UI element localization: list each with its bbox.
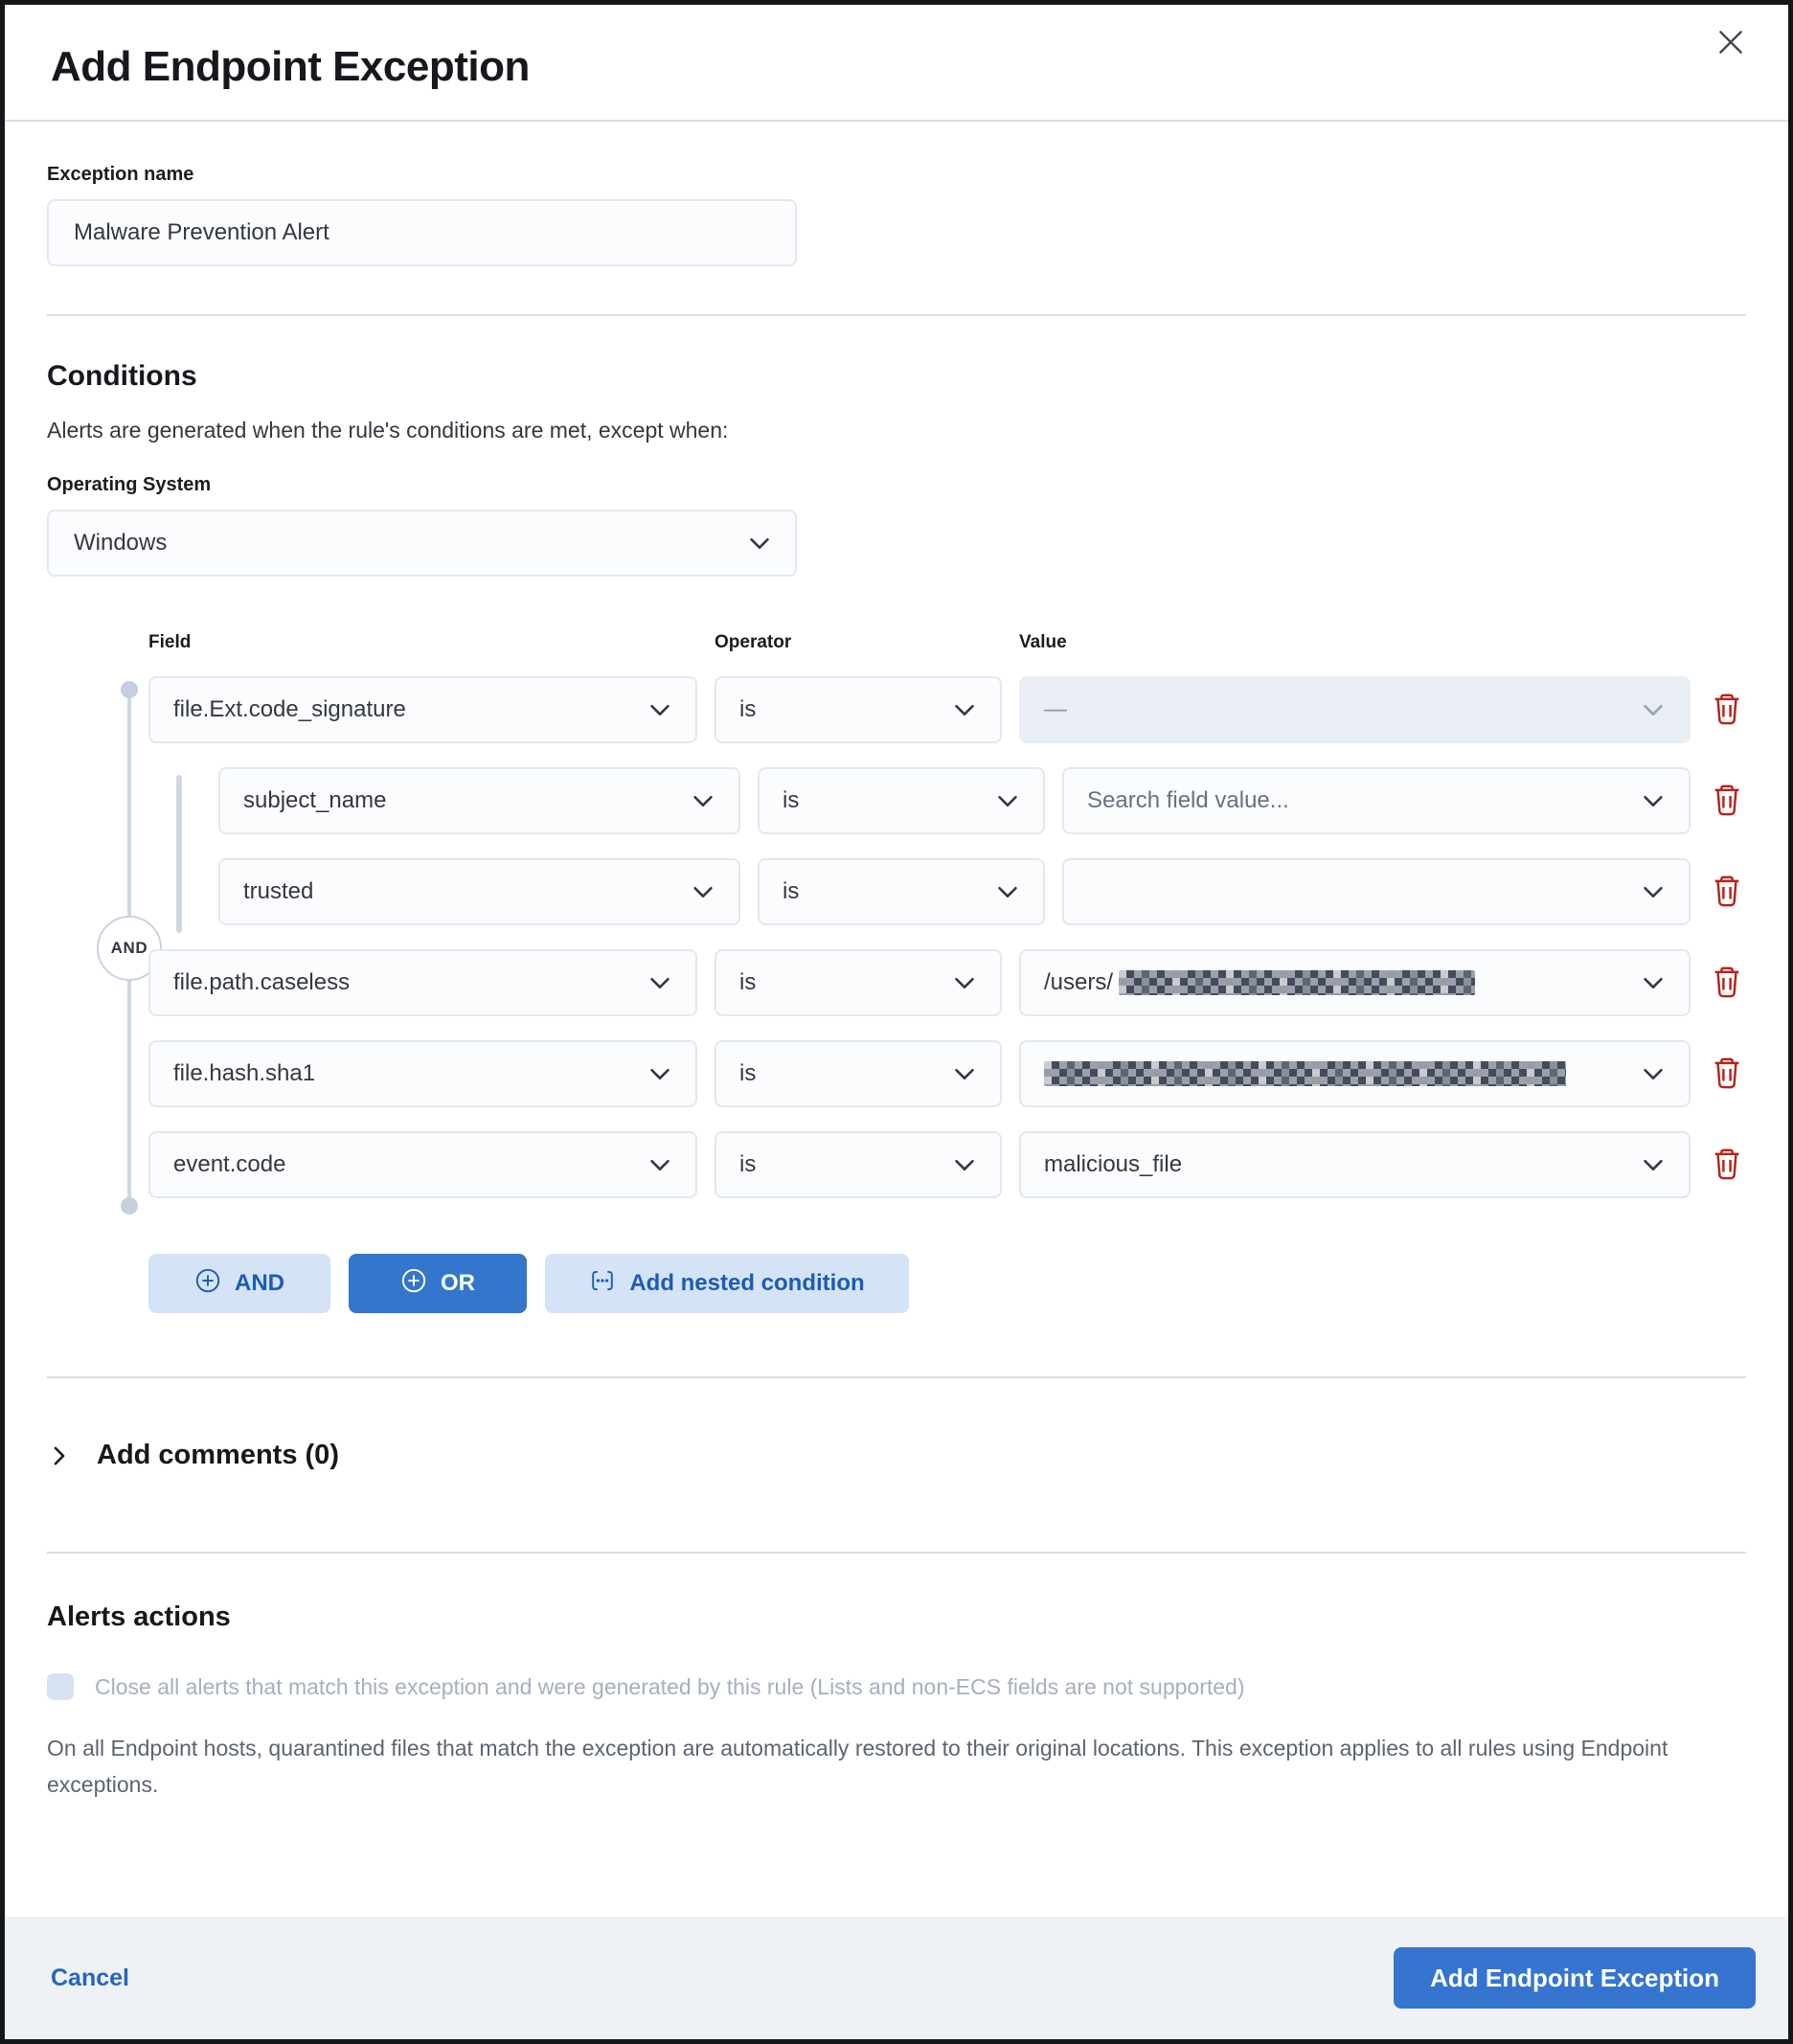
delete-condition-button[interactable] bbox=[1708, 1040, 1746, 1107]
os-label: Operating System bbox=[47, 474, 212, 495]
operator-select[interactable] bbox=[715, 949, 1002, 1016]
modal-footer bbox=[5, 1917, 1788, 2039]
value-select[interactable] bbox=[1062, 767, 1691, 834]
os-select-value: Windows bbox=[74, 530, 168, 556]
chevron-down-icon bbox=[646, 968, 674, 997]
operator-select-value: is bbox=[739, 969, 757, 995]
chevron-down-icon bbox=[950, 968, 979, 997]
os-select[interactable] bbox=[47, 510, 797, 577]
delete-condition-button[interactable] bbox=[1708, 676, 1746, 743]
and-connector-badge: AND bbox=[97, 916, 162, 981]
field-select-value: event.code bbox=[173, 1151, 286, 1177]
conditions-description: Alerts are generated when the rule's conditions are met, except when: bbox=[47, 418, 729, 443]
plus-circle-icon bbox=[400, 1267, 427, 1301]
chevron-down-icon bbox=[646, 1150, 674, 1179]
trash-icon bbox=[1710, 692, 1744, 729]
add-and-label: AND bbox=[235, 1270, 284, 1296]
operator-column-header: Operator bbox=[715, 632, 792, 652]
condition-row-nested bbox=[218, 767, 1746, 834]
operator-select[interactable] bbox=[715, 1040, 1002, 1107]
operator-select-value: is bbox=[739, 1060, 757, 1086]
condition-builder bbox=[47, 632, 1746, 1313]
field-select-value: file.hash.sha1 bbox=[173, 1060, 316, 1086]
divider bbox=[47, 1376, 1746, 1378]
chevron-down-icon bbox=[646, 695, 674, 724]
chevron-down-icon bbox=[1639, 695, 1668, 724]
field-column-header: Field bbox=[148, 632, 192, 652]
chevron-down-icon bbox=[689, 786, 717, 815]
alerts-actions-heading: Alerts actions bbox=[47, 1601, 231, 1632]
trash-icon bbox=[1710, 874, 1744, 911]
chevron-down-icon bbox=[646, 1059, 674, 1088]
nested-indent-bar bbox=[176, 775, 182, 933]
add-comments-label: Add comments (0) bbox=[97, 1440, 339, 1470]
nested-brackets-icon bbox=[589, 1267, 616, 1301]
operator-select[interactable] bbox=[758, 767, 1045, 834]
conditions-heading: Conditions bbox=[47, 360, 197, 392]
checkbox-disabled bbox=[47, 1673, 74, 1700]
chevron-down-icon bbox=[950, 1150, 979, 1179]
chevron-down-icon bbox=[1639, 1059, 1668, 1088]
operator-select-value: is bbox=[783, 878, 800, 904]
value-select[interactable] bbox=[1019, 949, 1691, 1016]
field-select[interactable] bbox=[148, 1131, 697, 1198]
close-alerts-checkbox-label: Close all alerts that match this exception and were generated by this rule (Lists and non-ECS fields are not supported) bbox=[95, 1674, 1245, 1699]
value-select-disabled bbox=[1019, 676, 1691, 743]
operator-select[interactable] bbox=[715, 676, 1002, 743]
add-and-button[interactable] bbox=[148, 1254, 330, 1313]
builder-column-headers bbox=[47, 632, 1746, 653]
add-nested-condition-label: Add nested condition bbox=[629, 1270, 865, 1296]
operator-select-value: is bbox=[739, 696, 757, 722]
delete-condition-button[interactable] bbox=[1708, 767, 1746, 834]
chevron-down-icon bbox=[950, 695, 979, 724]
value-column-header: Value bbox=[1019, 632, 1067, 652]
chevron-down-icon bbox=[1639, 786, 1668, 815]
chevron-down-icon bbox=[1639, 1150, 1668, 1179]
condition-buttons bbox=[148, 1254, 1746, 1313]
condition-row bbox=[148, 676, 1746, 743]
field-select[interactable] bbox=[218, 858, 740, 925]
add-endpoint-exception-button[interactable]: Add Endpoint Exception bbox=[1394, 1947, 1756, 2009]
value-select[interactable] bbox=[1019, 1131, 1691, 1198]
add-or-label: OR bbox=[441, 1270, 475, 1296]
chevron-down-icon bbox=[1639, 877, 1668, 906]
chevron-down-icon bbox=[1639, 968, 1668, 997]
delete-condition-button[interactable] bbox=[1708, 1131, 1746, 1198]
divider bbox=[47, 1552, 1746, 1554]
value-select-value: malicious_file bbox=[1044, 1151, 1183, 1177]
trash-icon bbox=[1710, 1056, 1744, 1093]
exception-name-label: Exception name bbox=[47, 164, 194, 185]
delete-condition-button[interactable] bbox=[1708, 949, 1746, 1016]
chevron-down-icon bbox=[950, 1059, 979, 1088]
trash-icon bbox=[1710, 965, 1744, 1002]
field-select[interactable] bbox=[148, 1040, 697, 1107]
field-select[interactable] bbox=[148, 949, 697, 1016]
and-connector-rail bbox=[110, 690, 148, 1206]
endpoint-exception-note: On all Endpoint hosts, quarantined files that match the exception are automatically restored to their original locations. This exception applies to all rules using Endpoint exceptions. bbox=[47, 1736, 1668, 1797]
value-select[interactable] bbox=[1062, 858, 1691, 925]
field-select[interactable] bbox=[148, 676, 697, 743]
chevron-down-icon bbox=[745, 529, 774, 557]
operator-select[interactable] bbox=[715, 1131, 1002, 1198]
add-nested-condition-button[interactable] bbox=[545, 1254, 909, 1313]
operator-select-value: is bbox=[739, 1151, 757, 1177]
trash-icon bbox=[1710, 783, 1744, 820]
operator-select[interactable] bbox=[758, 858, 1045, 925]
add-or-button[interactable] bbox=[349, 1254, 527, 1313]
plus-circle-icon bbox=[194, 1267, 221, 1301]
field-select-value: subject_name bbox=[243, 787, 387, 813]
close-button[interactable] bbox=[1710, 22, 1752, 64]
rail-dot bbox=[121, 681, 138, 698]
redacted-value bbox=[1119, 970, 1475, 995]
chevron-right-icon bbox=[47, 1443, 72, 1468]
modal-body bbox=[5, 122, 1788, 1917]
condition-row bbox=[148, 1040, 1746, 1107]
field-select[interactable] bbox=[218, 767, 740, 834]
field-select-value: file.path.caseless bbox=[173, 969, 351, 995]
chevron-down-icon bbox=[689, 877, 717, 906]
delete-condition-button[interactable] bbox=[1708, 858, 1746, 925]
field-select-value: file.Ext.code_signature bbox=[173, 696, 406, 722]
modal-header bbox=[5, 5, 1788, 122]
close-icon bbox=[1714, 26, 1747, 61]
field-select-value: trusted bbox=[243, 878, 314, 904]
exception-name-input[interactable] bbox=[47, 199, 797, 266]
value-select[interactable] bbox=[1019, 1040, 1691, 1107]
cancel-button[interactable]: Cancel bbox=[51, 1964, 129, 1991]
trash-icon bbox=[1710, 1147, 1744, 1184]
operator-select-value: is bbox=[783, 787, 800, 813]
divider bbox=[47, 314, 1746, 316]
value-select-value: — bbox=[1044, 696, 1067, 722]
condition-row-nested bbox=[218, 858, 1746, 925]
page-title: Add Endpoint Exception bbox=[51, 43, 530, 90]
chevron-down-icon bbox=[993, 877, 1022, 906]
close-alerts-checkbox-row bbox=[47, 1671, 1746, 1703]
value-select-value: /users/ bbox=[1044, 969, 1114, 995]
rail-dot bbox=[121, 1197, 138, 1215]
condition-row bbox=[148, 1131, 1746, 1198]
chevron-down-icon bbox=[993, 786, 1022, 815]
condition-row bbox=[148, 949, 1746, 1016]
value-select-placeholder: Search field value... bbox=[1087, 787, 1289, 813]
add-comments-accordion[interactable] bbox=[47, 1440, 1746, 1471]
redacted-value bbox=[1044, 1061, 1566, 1086]
